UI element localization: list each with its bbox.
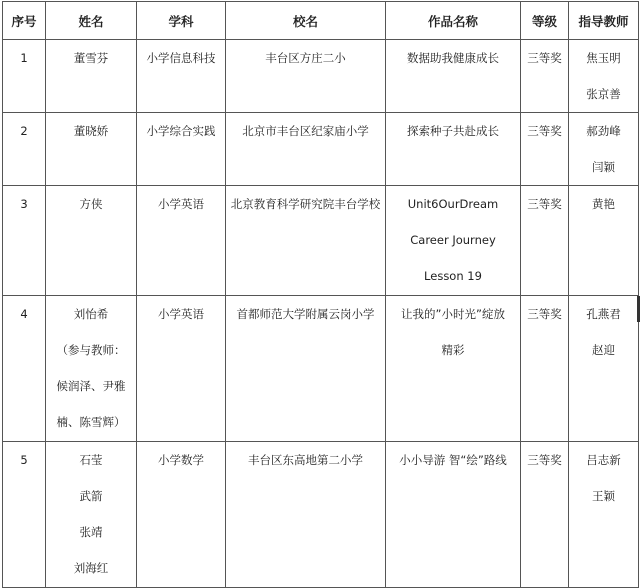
cell-teachers: 黄艳 [569, 186, 639, 296]
cell-subject: 小学英语 [137, 296, 226, 442]
header-work: 作品名称 [386, 2, 521, 40]
cell-subject: 小学综合实践 [137, 113, 226, 186]
cell-subject: 小学信息科技 [137, 40, 226, 113]
cell-school: 首都师范大学附属云岗小学 [226, 296, 386, 442]
cell-names: 刘怡希 （参与教师： 候润泽、尹雅 楠、陈雪辉） [46, 296, 137, 442]
header-row [3, 2, 639, 40]
cell-names: 董晓娇 [46, 113, 137, 186]
cell-index: 5 [3, 442, 46, 588]
cell-level: 三等奖 [521, 113, 569, 186]
cell-level: 三等奖 [521, 442, 569, 588]
cell-index: 3 [3, 186, 46, 296]
header-school: 校名 [226, 2, 386, 40]
cell-level: 三等奖 [521, 186, 569, 296]
table-row [3, 40, 639, 113]
cell-teachers: 孔燕君 赵迎 [569, 296, 639, 442]
cell-subject: 小学英语 [137, 186, 226, 296]
cell-index: 2 [3, 113, 46, 186]
header-index: 序号 [3, 2, 46, 40]
table-row [3, 186, 639, 296]
cell-school: 北京教育科学研究院丰台学校 [226, 186, 386, 296]
cell-work: 探索种子共赴成长 [386, 113, 521, 186]
cell-level: 三等奖 [521, 296, 569, 442]
cell-level: 三等奖 [521, 40, 569, 113]
cell-work: 数据助我健康成长 [386, 40, 521, 113]
header-subject: 学科 [137, 2, 226, 40]
cell-names: 董雪芬 [46, 40, 137, 113]
cell-names: 石莹 武箭 张靖 刘海红 [46, 442, 137, 588]
header-name: 姓名 [46, 2, 137, 40]
header-level: 等级 [521, 2, 569, 40]
header-teacher: 指导教师 [569, 2, 639, 40]
cell-subject: 小学数学 [137, 442, 226, 588]
cell-work: 让我的”小时光”绽放 精彩 [386, 296, 521, 442]
cell-teachers: 焦玉明 张京善 [569, 40, 639, 113]
cell-teachers: 郝劲峰 闫颖 [569, 113, 639, 186]
cell-school: 北京市丰台区纪家庙小学 [226, 113, 386, 186]
cell-work: Unit6OurDream Career Journey Lesson 19 [386, 186, 521, 296]
cell-names: 方侠 [46, 186, 137, 296]
table-row [3, 296, 639, 442]
table-row [3, 442, 639, 588]
cell-school: 丰台区方庄二小 [226, 40, 386, 113]
cell-index: 4 [3, 296, 46, 442]
cell-work: 小小导游 智“绘”路线 [386, 442, 521, 588]
table-row [3, 113, 639, 186]
award-table [2, 1, 639, 588]
cell-index: 1 [3, 40, 46, 113]
cell-teachers: 吕志新 王颖 [569, 442, 639, 588]
cell-school: 丰台区东高地第二小学 [226, 442, 386, 588]
